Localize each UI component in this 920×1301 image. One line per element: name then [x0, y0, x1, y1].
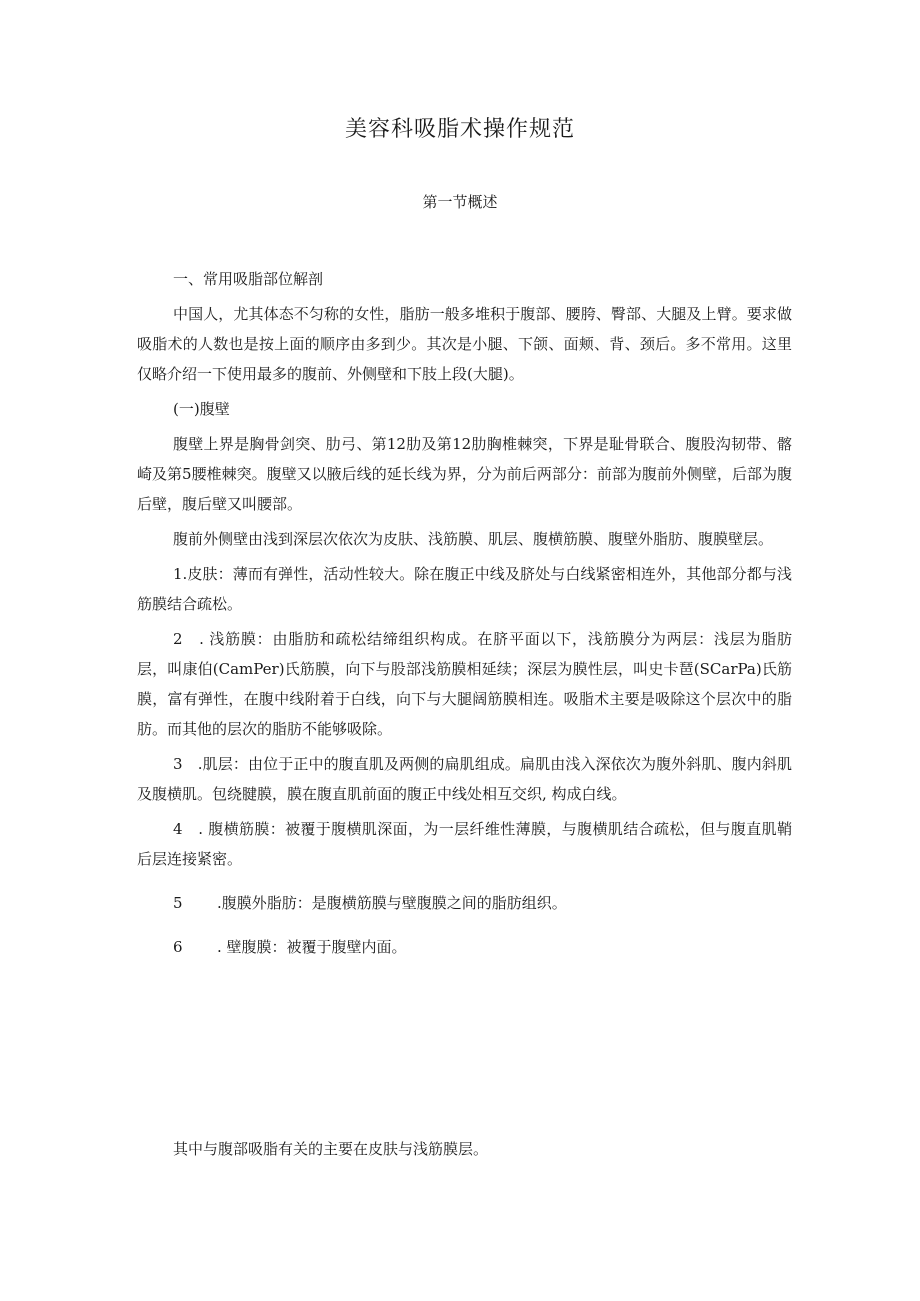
paragraph-conclusion: 其中与腹部吸脂有关的主要在皮肤与浅筋膜层。: [173, 1140, 489, 1158]
document-title: 美容科吸脂术操作规范: [344, 117, 575, 142]
subsection-heading: 一、常用吸脂部位解剖: [173, 270, 324, 288]
list-item-transversalis-fascia: 4 . 腹横筋膜：被覆于腹横肌深面，为一层纤维性薄膜，与腹横肌结合疏松，但与腹直肌鞘后层连接紧密。: [137, 820, 792, 868]
section-title: 第一节概述: [422, 193, 498, 211]
list-number: 6: [173, 938, 183, 956]
list-item-skin: 1.皮肤：薄而有弹性，活动性较大。除在腹正中线及脐处与白线紧密相连外，其他部分都与浅筋膜结合疏松。: [137, 565, 792, 613]
list-item-superficial-fascia: 2 . 浅筋膜：由脂肪和疏松结缔组织构成。在脐平面以下，浅筋膜分为两层：浅层为脂肪层，叫康伯(CamPer)氏筋膜，向下与股部浅筋膜相延续；深层为膜性层，叫史卡琶(SCarPa)氏筋膜，富有弹性，在腹中线附着于白线，向下与大腿阔筋膜相连。吸脂术主要是吸除这个层次中的脂肪。而其他的层次的脂肪不能够吸除。: [137, 630, 792, 738]
list-item-extraperitoneal-fat: [137, 888, 792, 918]
list-item-muscle-layer: 3 .肌层：由位于正中的腹直肌及两侧的扁肌组成。扁肌由浅入深依次为腹外斜肌、腹内斜肌及腹横肌。包绕腱膜，膜在腹直肌前面的腹正中线处相互交织, 构成白线。: [137, 755, 792, 803]
list-text: .腹膜外脂肪：是腹横筋膜与壁腹膜之间的脂肪组织。: [217, 894, 567, 912]
list-item-parietal-peritoneum: [137, 932, 792, 962]
document-body: [137, 264, 792, 1158]
paragraph-layers: 腹前外侧壁由浅到深层次依次为皮肤、浅筋膜、肌层、腹横筋膜、腹壁外脂肪、腹膜壁层。: [173, 530, 774, 548]
list-number: 5: [173, 894, 183, 912]
paragraph-intro: 中国人，尤其体态不匀称的女性，脂肪一般多堆积于腹部、腰胯、臀部、大腿及上臂。要求做吸脂术的人数也是按上面的顺序由多到少。其次是小腿、下颌、面颊、背、颈后。多不常用。这里仅略介绍一下使用最多的腹前、外侧壁和下肢上段(大腿)。: [137, 305, 792, 383]
list-text: . 壁腹膜：被覆于腹壁内面。: [217, 938, 407, 956]
subsection-heading-abdominal-wall: (一)腹壁: [173, 400, 230, 418]
paragraph-abdominal-boundaries: 腹壁上界是胸骨剑突、肋弓、第12肋及第12肋胸椎棘突，下界是耻骨联合、腹股沟韧带、髂崎及第5腰椎棘突。腹壁又以腋后线的延长线为界，分为前后两部分：前部为腹前外侧壁，后部为腹后壁，腹后壁又叫腰部。: [137, 435, 792, 513]
